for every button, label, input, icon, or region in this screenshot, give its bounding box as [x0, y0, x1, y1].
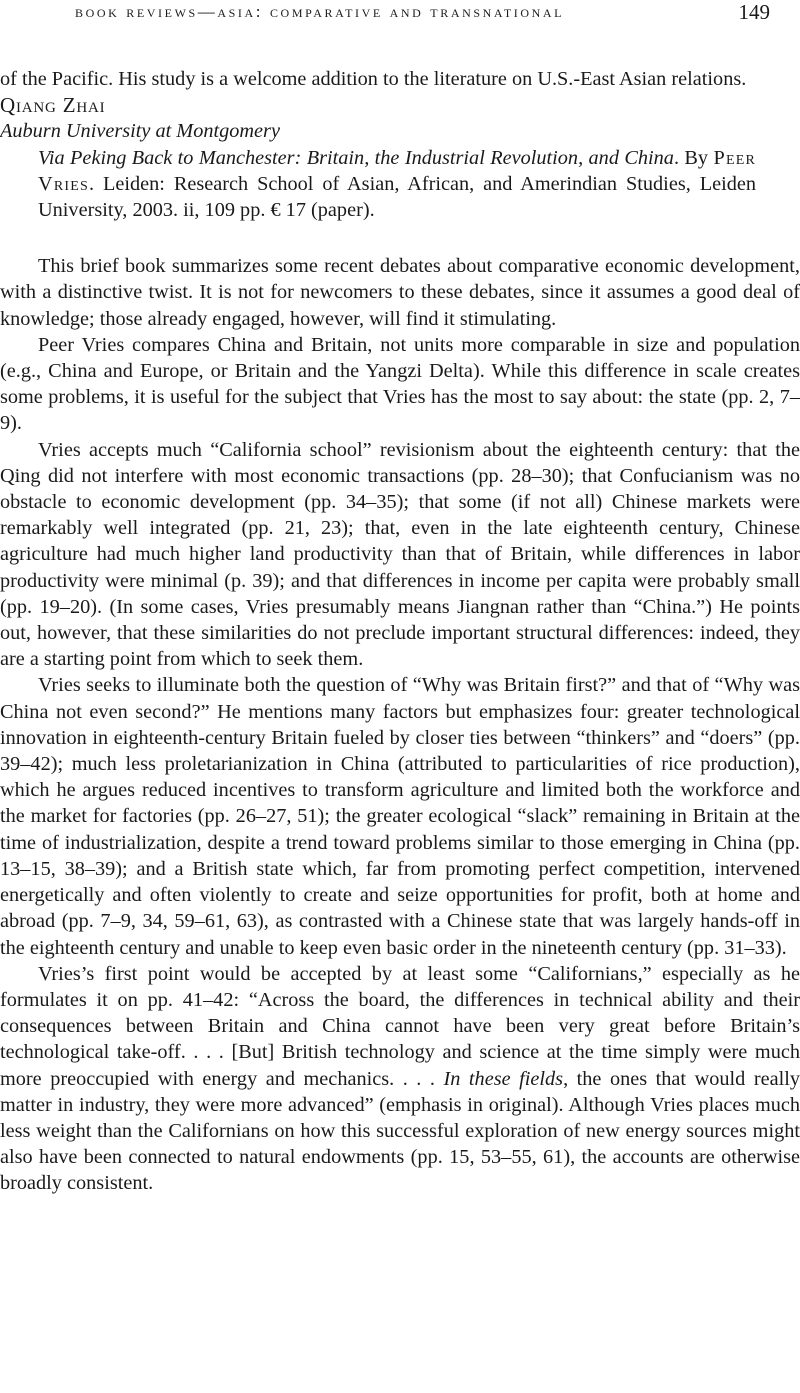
reviewer-affiliation: Auburn University at Montgomery [0, 120, 280, 143]
paragraph-5-emphasis: In these fields [443, 1067, 564, 1090]
publication-details: Leiden: Research School of Asian, African, and Amerindian Studies, Leiden University, 2003. ii, 109 pp. € 17 (paper). [38, 172, 757, 222]
paragraph-5-text-b: , the ones that would really matter in industry, they were more advanced” (emphasis in original). Although Vries places much less weight than the Californians on how this successful exploration of new energy sources might also have been connected to natural endowments (pp. 15, 53–55, 61), the accounts are otherwise broadly consistent. [0, 1067, 800, 1195]
by-word: By [684, 146, 709, 169]
review-paragraph-2: Peer Vries compares China and Britain, not units more comparable in size and population (e.g., China and Europe, or Britain and the Yangzi Delta). While this difference in scale creates some problems, it is useful for the subject that Vries has the most to say about: the state (pp. 2, 7–9). [0, 333, 800, 435]
review-paragraph-5 [0, 961, 800, 1197]
review-paragraph-4: Vries seeks to illuminate both the question of “Why was Britain first?” and that of “Why was China not even second?” He mentions many factors but emphasizes four: greater technological innovation in eighteenth-century Britain fueled by closer ties between “thinkers” and “doers” (pp. 39–42); much less proletarianization in China (attributed to particularities of rice production), which he argues reduced incentives to transform agriculture and limited both the workforce and the market for factories (pp. 26–27, 51); the greater ecological “slack” remaining in Britain at the time of industrialization, despite a trend toward problems similar to those emerging in China (pp. 13–15, 38–39); and a British state which, far from promoting perfect competition, intervened energetically and often violently to create and seize opportunities for profit, both at home and abroad (pp. 7–9, 34, 59–61, 63), as contrasted with a Chinese state that was largely hands-off in the eighteenth century and unable to keep even basic order in the nineteenth century (pp. 31–33). [0, 674, 800, 959]
paragraph-5-text-a: Vries’s first point would be accepted by at least some “Californians,” especially as he formulates it on pp. 41–42: “Across the board, the differences in technical ability and their consequences between Britain and China cannot have been very great before Britain’s technological take-off. . . . [But] British technology and science at the time simply were much more preoccupied with energy and mechanics. . . . [0, 962, 800, 1090]
review-paragraph-3: Vries accepts much “California school” revisionism about the eighteenth century: that the Qing did not interfere with most economic transactions (pp. 28–30); that Confucianism was no obstacle to economic development (pp. 34–35); that some (if not all) Chinese markets were remarkably well integrated (pp. 21, 23); that, even in the late eighteenth century, Chinese agriculture had much higher land productivity than that of Britain, while differences in labor productivity were minimal (p. 39); and that differences in income per capita were probably small (pp. 19–20). (In some cases, Vries presumably means Jiangnan rather than “China.”) He points out, however, that these similarities do not preclude important structural differences: indeed, they are a starting point from which to seek them. [0, 438, 800, 671]
running-head [0, 0, 800, 30]
previous-review-closing: of the Pacific. His study is a welcome addition to the literature on U.S.-East Asian relations. [0, 68, 747, 90]
book-citation: Via Peking Back to Manchester: Britain, the Industrial Revolution, and China. By Peer Vries. Leiden: Research School of Asian, African, and Amerindian Studies, Leiden University, 2003. ii, 109 pp. € 17 (paper). [38, 146, 757, 222]
review-body [0, 253, 800, 1196]
reviewer-name: Qiang Zhai [0, 93, 106, 118]
page-content [0, 66, 800, 1197]
page-number: 149 [738, 0, 770, 24]
review-paragraph-1: This brief book summarizes some recent debates about comparative economic development, with a distinctive twist. It is not for newcomers to these debates, since it assumes a good deal of knowledge; those already engaged, however, will find it stimulating. [0, 255, 800, 330]
running-title: book reviews—asia: comparative and transnational [75, 2, 565, 21]
book-title: Via Peking Back to Manchester: Britain, the Industrial Revolution, and China [38, 146, 674, 169]
book-author: Peer Vries [38, 146, 756, 195]
